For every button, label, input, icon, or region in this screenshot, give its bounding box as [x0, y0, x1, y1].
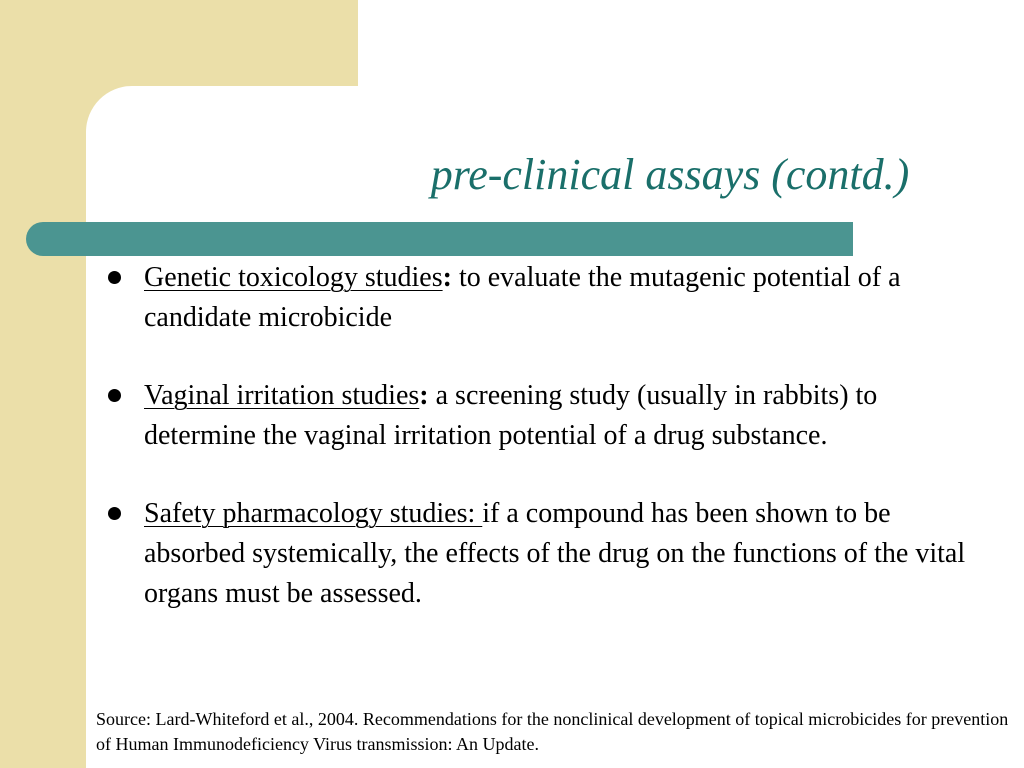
source-citation: Source: Lard-Whiteford et al., 2004. Recommendations for the nonclinical development of topical microbicides for prevention of Human Immunodeficiency Virus transmission: An Update. [96, 709, 1009, 754]
bullet-term: Vaginal irritation studies [144, 380, 420, 411]
bullet-item-genetic-toxicology [104, 258, 994, 338]
bullet-separator: : [442, 262, 452, 293]
bullet-list [104, 258, 994, 614]
bullet-text: a screening study (usually in rabbits) to determine the vaginal irritation potential of a drug substance. [144, 380, 878, 451]
bullet-term: Safety pharmacology studies: [144, 498, 483, 529]
bullet-separator: : [419, 380, 429, 411]
title-accent-bar [26, 222, 853, 256]
bullet-item-vaginal-irritation [104, 376, 994, 456]
bullet-item-safety-pharmacology [104, 494, 994, 614]
bullet-text: to evaluate the mutagenic potential of a candidate microbicide [144, 262, 901, 333]
bullet-dot-icon [108, 507, 121, 520]
bullet-text: if a compound has been shown to be absorbed systemically, the effects of the drug on the functions of the vital organs must be assessed. [144, 498, 966, 609]
bullet-term: Genetic toxicology studies [144, 262, 443, 293]
slide-title: pre-clinical assays (contd.) [430, 150, 910, 199]
bullet-dot-icon [108, 389, 121, 402]
bullet-dot-icon [108, 271, 121, 284]
